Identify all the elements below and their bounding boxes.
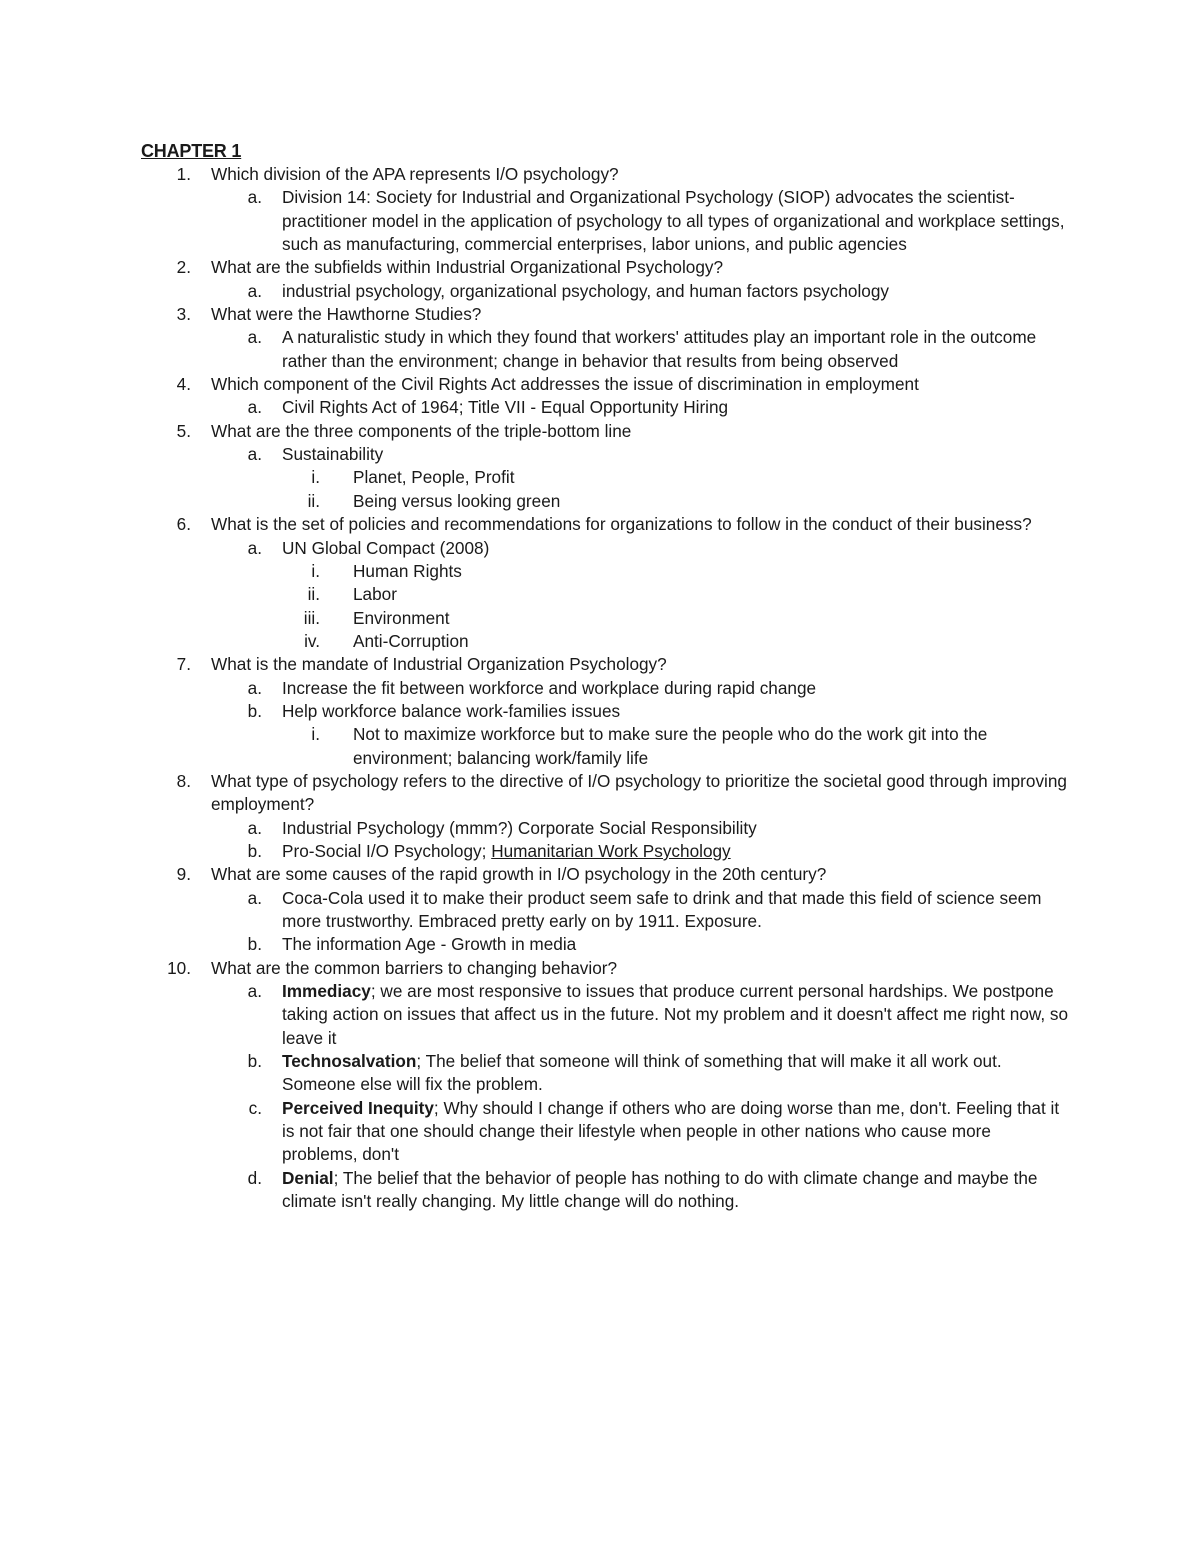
question-list: [141, 163, 1071, 1213]
subitem-text: Anti-Corruption: [353, 630, 469, 651]
answer-body: ; The belief that someone will think of something that will make it all work out. Someone else will fix the problem.: [282, 1051, 1002, 1095]
answer-term: Technosalvation: [282, 1051, 417, 1072]
subitem-numeral: i.: [311, 467, 320, 488]
answer-body: The information Age - Growth in media: [282, 934, 577, 955]
question-text: What are the subfields within Industrial Organizational Psychology?: [211, 257, 724, 278]
answer-body: Civil Rights Act of 1964; Title VII - Equal Opportunity Hiring: [282, 397, 729, 418]
answer-item: [141, 840, 1071, 863]
subitem-text: Not to maximize workforce but to make sure the people who do the work git into the environment; balancing work/family life: [353, 724, 988, 768]
answer-letter: b.: [247, 934, 262, 955]
answer-item: [141, 1050, 1071, 1097]
answer-item: [141, 326, 1071, 373]
subitem-numeral: ii.: [307, 584, 320, 605]
answer-item: [141, 933, 1071, 956]
answer-item: [141, 980, 1071, 1050]
question-item: [141, 303, 1071, 326]
question-number: 4.: [176, 374, 191, 395]
document-body: [141, 139, 1071, 1213]
answer-text: [282, 817, 1071, 840]
question-text: What is the mandate of Industrial Organization Psychology?: [211, 654, 667, 675]
subitem-text: Planet, People, Profit: [353, 467, 515, 488]
question-number: 10.: [167, 957, 191, 978]
answer-term: Immediacy: [282, 981, 371, 1002]
answer-term: Perceived Inequity: [282, 1097, 434, 1118]
question-number: 6.: [176, 514, 191, 535]
answer-text: [282, 537, 1071, 560]
question-text: What is the set of policies and recommendations for organizations to follow in the conduct of their business?: [211, 514, 1032, 535]
answer-text: [282, 677, 1071, 700]
answer-letter: a.: [247, 280, 262, 301]
answer-text: [282, 887, 1071, 934]
subitem-text: Labor: [353, 584, 397, 605]
answer-body: Coca-Cola used it to make their product seem safe to drink and that made this field of science seem more trustworthy. Embraced pretty early on by 1911. Exposure.: [282, 887, 1042, 931]
question-number: 1.: [176, 164, 191, 184]
answer-letter: c.: [248, 1097, 262, 1118]
question-number: 5.: [176, 420, 191, 441]
question-number: 3.: [176, 304, 191, 325]
answer-text: [282, 1097, 1071, 1167]
subitem: [141, 466, 1071, 489]
subitem: [141, 607, 1071, 630]
question-number: 2.: [176, 257, 191, 278]
answer-body: Help workforce balance work-families issues: [282, 700, 621, 721]
answer-text: [282, 326, 1071, 373]
subitem-numeral: ii.: [307, 490, 320, 511]
answer-body: ; Why should I change if others who are doing worse than me, don't. Feeling that it is not fair that one should change their lifestyle when people in other nations who cause more problems, don't: [282, 1097, 1060, 1165]
question-text: What are the common barriers to changing behavior?: [211, 957, 618, 978]
answer-letter: a.: [247, 677, 262, 698]
answer-letter: a.: [247, 397, 262, 418]
subitem-text: Environment: [353, 607, 450, 628]
answer-letter: b.: [247, 1051, 262, 1072]
answer-text: [282, 396, 1071, 419]
answer-letter: a.: [247, 444, 262, 465]
question-item: [141, 373, 1071, 396]
answer-letter: b.: [247, 840, 262, 861]
answer-text: [282, 700, 1071, 723]
answer-body: UN Global Compact (2008): [282, 537, 490, 558]
answer-item: [141, 280, 1071, 303]
subitem-numeral: iii.: [303, 607, 320, 628]
answer-item: [141, 817, 1071, 840]
answer-letter: a.: [247, 187, 262, 208]
question-text: What are some causes of the rapid growth in I/O psychology in the 20th century?: [211, 864, 827, 885]
question-item: [141, 513, 1071, 536]
answer-body: A naturalistic study in which they found that workers' attitudes play an important role in the outcome rather than the environment; change in behavior that results from being observed: [282, 327, 1037, 371]
answer-text: [282, 933, 1071, 956]
answer-body: Industrial Psychology (mmm?) Corporate Social Responsibility: [282, 817, 757, 838]
question-item: [141, 957, 1071, 980]
subitem: [141, 560, 1071, 583]
subitem: [141, 490, 1071, 513]
subitem: [141, 583, 1071, 606]
question-item: [141, 420, 1071, 443]
question-item: [141, 863, 1071, 886]
answer-body: ; we are most responsive to issues that produce current personal hardships. We postpone taking action on issues that affect us in the future. Not my problem and it doesn't affect me right now, so leave it: [282, 981, 1069, 1048]
answer-item: [141, 443, 1071, 466]
answer-body: ; The belief that the behavior of people has nothing to do with climate change and maybe the climate isn't really changing. My little change will do nothing.: [282, 1167, 1038, 1212]
answer-item: [141, 396, 1071, 419]
answer-text: [282, 1167, 1071, 1214]
answer-letter: a.: [247, 327, 262, 348]
subitem: [141, 630, 1071, 653]
question-number: 8.: [176, 770, 191, 791]
answer-letter: b.: [247, 700, 262, 721]
question-text: Which component of the Civil Rights Act addresses the issue of discrimination in employment: [211, 374, 919, 395]
answer-text: [282, 280, 1071, 303]
answer-letter: d.: [247, 1167, 262, 1188]
question-item: [141, 163, 1071, 186]
answer-text: [282, 840, 1071, 863]
answer-body: industrial psychology, organizational psychology, and human factors psychology: [282, 280, 889, 301]
chapter-title: CHAPTER 1: [141, 141, 242, 161]
answer-letter: a.: [247, 981, 262, 1002]
question-item: [141, 653, 1071, 676]
answer-body: Increase the fit between workforce and workplace during rapid change: [282, 677, 817, 698]
answer-text: [282, 443, 1071, 466]
answer-letter: a.: [247, 887, 262, 908]
subitem: [141, 723, 1071, 770]
answer-body: Sustainability: [282, 444, 384, 465]
question-text: What were the Hawthorne Studies?: [211, 304, 482, 325]
answer-item: [141, 887, 1071, 934]
subitem-numeral: iv.: [304, 630, 320, 651]
question-text: What type of psychology refers to the directive of I/O psychology to prioritize the societal good through improving employment?: [211, 770, 1067, 815]
answer-item: [141, 1167, 1071, 1214]
subitem-text: Human Rights: [353, 560, 462, 581]
question-text: What are the three components of the triple-bottom line: [211, 420, 632, 441]
question-number: 9.: [176, 864, 191, 885]
subitem-text: Being versus looking green: [353, 490, 561, 511]
answer-item: [141, 677, 1071, 700]
answer-item: [141, 1097, 1071, 1167]
answer-letter: a.: [247, 817, 262, 838]
question-text: Which division of the APA represents I/O psychology?: [211, 164, 619, 184]
answer-body: Division 14: Society for Industrial and Organizational Psychology (SIOP) advocates the scientist-practitioner model in the application of psychology to all types of organizational and workplace settings, such as manufacturing, commercial enterprises, labor unions, and public agencies: [282, 187, 1065, 255]
answer-text: [282, 186, 1071, 256]
subitem-numeral: i.: [311, 724, 320, 745]
question-number: 7.: [176, 654, 191, 675]
answer-text: [282, 980, 1071, 1050]
answer-letter: a.: [247, 537, 262, 558]
answer-text: [282, 1050, 1071, 1097]
answer-item: [141, 537, 1071, 560]
answer-item: [141, 186, 1071, 256]
subitem-numeral: i.: [311, 560, 320, 581]
answer-body: Pro-Social I/O Psychology;: [282, 840, 492, 861]
answer-underlined-term: Humanitarian Work Psychology: [491, 840, 731, 861]
answer-term: Denial: [282, 1167, 334, 1188]
question-item: [141, 256, 1071, 279]
question-item: [141, 770, 1071, 817]
answer-item: [141, 700, 1071, 723]
